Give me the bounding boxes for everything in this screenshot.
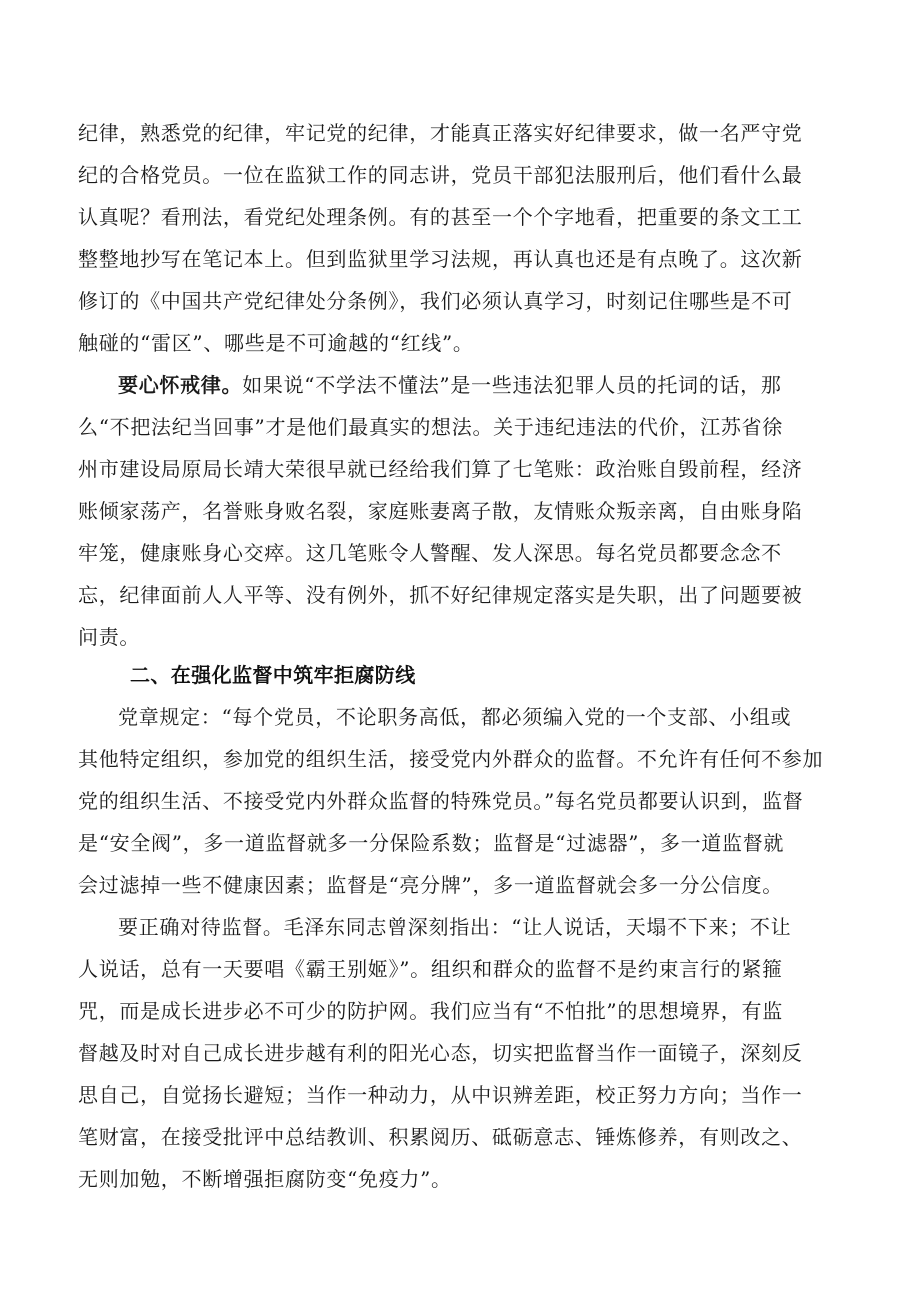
paragraph-3-line-1: 党章规定：“每个党员，不论职务高低，都必须编入党的一个支部、小组或 <box>118 705 792 729</box>
paragraph-1-line-5: 修订的《中国共产党纪律处分条例》，我们必须认真学习，时刻记住哪些是不可 <box>78 289 793 313</box>
paragraph-2-line-1 <box>118 365 782 405</box>
section-heading: 二、在强化监督中筑牢拒腐防线 <box>130 663 416 687</box>
paragraph-1-line-3: 认真呢？看刑法，看党纪处理条例。有的甚至一个个字地看，把重要的条文工工 <box>78 205 803 229</box>
paragraph-2-line-3: 州市建设局原局长靖大荣很早就已经给我们算了七笔账：政治账自毁前程，经济 <box>78 457 803 481</box>
paragraph-1-line-1: 纪律，熟悉党的纪律，牢记党的纪律，才能真正落实好纪律要求，做一名严守党 <box>78 121 803 145</box>
paragraph-3-line-2: 其他特定组织，参加党的组织生活，接受党内外群众的监督。不允许有任何不参加 <box>78 747 824 771</box>
paragraph-4-line-1: 要正确对待监督。毛泽东同志曾深刻指出：“让人说话，天塌不下来；不让 <box>118 915 792 939</box>
paragraph-1-line-2: 纪的合格党员。一位在监狱工作的同志讲，党员干部犯法服刑后，他们看什么最 <box>78 163 803 187</box>
paragraph-4-line-5: 思自己，自觉扬长避短；当作一种动力，从中识辨差距，校正努力方向；当作一 <box>78 1083 803 1107</box>
paragraph-4-line-3: 咒，而是成长进步必不可少的防护网。我们应当有“不怕批”的思想境界，有监 <box>78 999 783 1023</box>
paragraph-4-line-6: 笔财富，在接受批评中总结教训、积累阅历、砥砺意志、锤炼修养，有则改之、 <box>78 1125 803 1149</box>
paragraph-1-line-4: 整整地抄写在笔记本上。但到监狱里学习法规，再认真也还是有点晚了。这次新 <box>78 247 803 271</box>
paragraph-2-line-2: 么“不把法纪当回事”才是他们最真实的想法。关于违纪违法的代价，江苏省徐 <box>78 415 783 439</box>
paragraph-2-line-6: 忘，纪律面前人人平等、没有例外，抓不好纪律规定落实是失职，出了问题要被 <box>78 583 803 607</box>
paragraph-3-line-3: 党的组织生活、不接受党内外群众监督的特殊党员。”每名党员都要认识到，监督 <box>78 789 804 813</box>
paragraph-4-line-2: 人说话，总有一天要唱《霸王别姬》”。组织和群众的监督不是约束言行的紧箍 <box>78 957 783 981</box>
paragraph-2-lead: 要心怀戒律。 <box>118 373 243 397</box>
paragraph-2-line-4: 账倾家荡产，名誉账身败名裂，家庭账妻离子散，友情账众叛亲离，自由账身陷 <box>78 499 803 523</box>
paragraph-4-line-7: 无则加勉，不断增强拒腐防变“免疫力”。 <box>78 1167 452 1191</box>
paragraph-3-line-4: 是“安全阀”，多一道监督就多一分保险系数；监督是“过滤器”，多一道监督就 <box>78 831 785 855</box>
paragraph-2-line-7: 问责。 <box>78 625 141 649</box>
paragraph-1-line-6: 触碰的“雷区”、哪些是不可逾越的“红线”。 <box>78 331 474 355</box>
paragraph-3-line-5: 会过滤掉一些不健康因素；监督是“亮分牌”，多一道监督就会多一分公信度。 <box>78 873 783 897</box>
paragraph-2-line-1-text: 如果说“不学法不懂法”是一些违法犯罪人员的托词的话，那 <box>242 373 782 397</box>
paragraph-4-line-4: 督越及时对自己成长进步越有利的阳光心态，切实把监督当作一面镜子，深刻反 <box>78 1041 803 1065</box>
paragraph-2-line-5: 牢笼，健康账身心交瘁。这几笔账令人警醒、发人深思。每名党员都要念念不 <box>78 541 782 565</box>
